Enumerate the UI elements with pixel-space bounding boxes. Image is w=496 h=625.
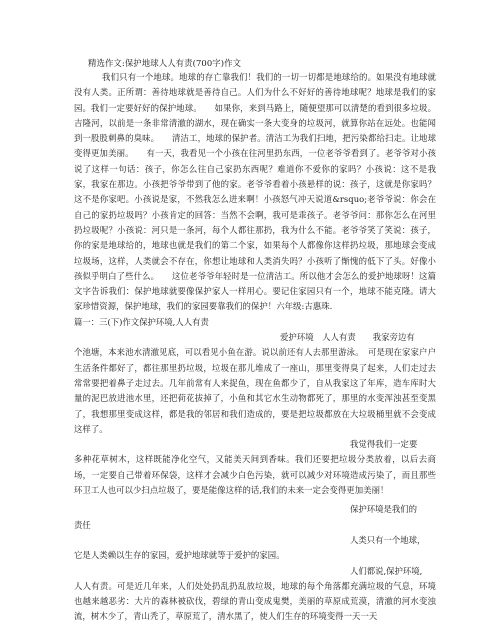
section-3-line-c: 人们都说,保护环境, xyxy=(350,565,423,576)
section-3-body: 人人有责。可是近几年来，人们处处扔乱扔乱放垃圾，地球的每个角落都充满垃圾的气息，环境也越来越恶劣：大片的森林被砍伐，碧绿的青山变成鬼樊，美丽的草原成荒漠，清澈的河水变浊流，树木少了，青山秃了，草原荒了，清水黑了，使人们生存的环境变得一天一天 xyxy=(74,580,436,622)
essay-paragraph: 我们只有一个地球。地球的存亡靠我们！我们的一切一切都是地球给的。如果没有地球就没有人类。正所谓：善待地球就是善待自己。人们为什么不好好的善待地球呢？地球是我们的家园。我们一定要好好的保护地球。 如果你，来到马路上，随便望那可以清楚的看到很多垃圾。吉隆河，以前是一条非常清澈的湖水，现在确实一条大变身的垃圾河，就算你站在远处。也能闻到一股股刺鼻的臭味。 清洁工，地球的保护者。清洁工为我们扫地，把污染都给扫走。让地球变得更加美丽。 有一天，我看见一个小孩在往河里扔东西，一位老爷爷看到了。老爷爷对小孩说了这样一句话：孩子，你怎么往自己家扔东西呢？难道你不爱你的家吗？小孩说：这不是我家，我家在那边。小孩把爷爷带到了他的家。老爷爷看着小孩悬样的说：孩子，这就是你家吗？这不是你家吧。小孩说是家，不然我怎么进来啊！小孩怒气冲天说道&rsquo;老爷爷说：你会在自己的家扔垃圾吗？小孩肯定的回答：当然不会啊，我可是乖孩子。老爷爷问：那你怎么在河里扔垃圾呢？小孩说：河只是一条河，每个人都往那扔，我为什么不能。老爷爷笑了笑说：孩子，你的家是地球给的，地球也就是我们的第二个家，如果每个人都像你这样扔垃圾，那地球会变成垃圾场，这样，人类就会不存在，你想让地球和人类消失吗？小孩听了惭愧的低下了头。好像小孩似乎明白了些什么。 这位老爷爷年轻时是一位清洁工。所以他才会怎么的爱护地球呀！这篇文字告诉我们：保护地球就要像保护家人一样用心。要记住家园只有一个，地球不能克隆。请大家珍惜资源，保护地球，我们的家园要靠我们的保护！六年级:古惠珠. xyxy=(74,72,436,312)
section-1-body: 个池塘，本来池水清澈见底，可以看见小鱼在游。说以前还有人去那里游泳。 可是现在家家户户生活条件都好了，都往那里扔垃圾，垃圾在那儿堆成了一座山，那里变得臭了起来，人们走过去常常要把着鼻子走过去。几年前常有人来捉鱼，现在鱼都少了，自从我家这了年库，造车库时大量的泥巴放进池水里，还把荷花拔掉了，小鱼和其它水生动物都死了，那里的水变浑浊甚至变黑了，我想那里变成这样，都是我的邻居和我们造成的，要是把垃圾都放在大垃圾桶里就不会变成这样了。 xyxy=(74,347,436,434)
section-3-line-b: 它是人类赖以生存的家园，爱护地球就等于爱护的家园。 xyxy=(74,550,285,561)
document-title: 精选作文:保护地球人人有责(700字)作文 xyxy=(88,58,242,68)
section-heading: 篇一：三(下)作文保护环境,人人有责 xyxy=(74,316,209,327)
section-3-heading-cont: 责任 xyxy=(74,519,91,530)
section-2-body: 多种花草树木，这样既能净化空气，又能美天间到香味。我们还要把垃圾分类放着，以后去商场，一定要自己带着环保袋，这样才会减少白色污染，就可以减少对环境造成污染了，而且那些环卫工人也可以少扫点垃圾了，要是能像这样的话,我们的未来一定会变得更加美丽！ xyxy=(74,454,436,496)
section-3-heading: 保护环境是我们的 xyxy=(350,504,417,515)
section-1-title-line: 爱护环境 人人有责 我家旁边有 xyxy=(280,332,415,343)
section-3-line-a: 人类只有一个地球， xyxy=(350,534,426,545)
section-2-lead: 我觉得我们一定要 xyxy=(350,439,418,450)
